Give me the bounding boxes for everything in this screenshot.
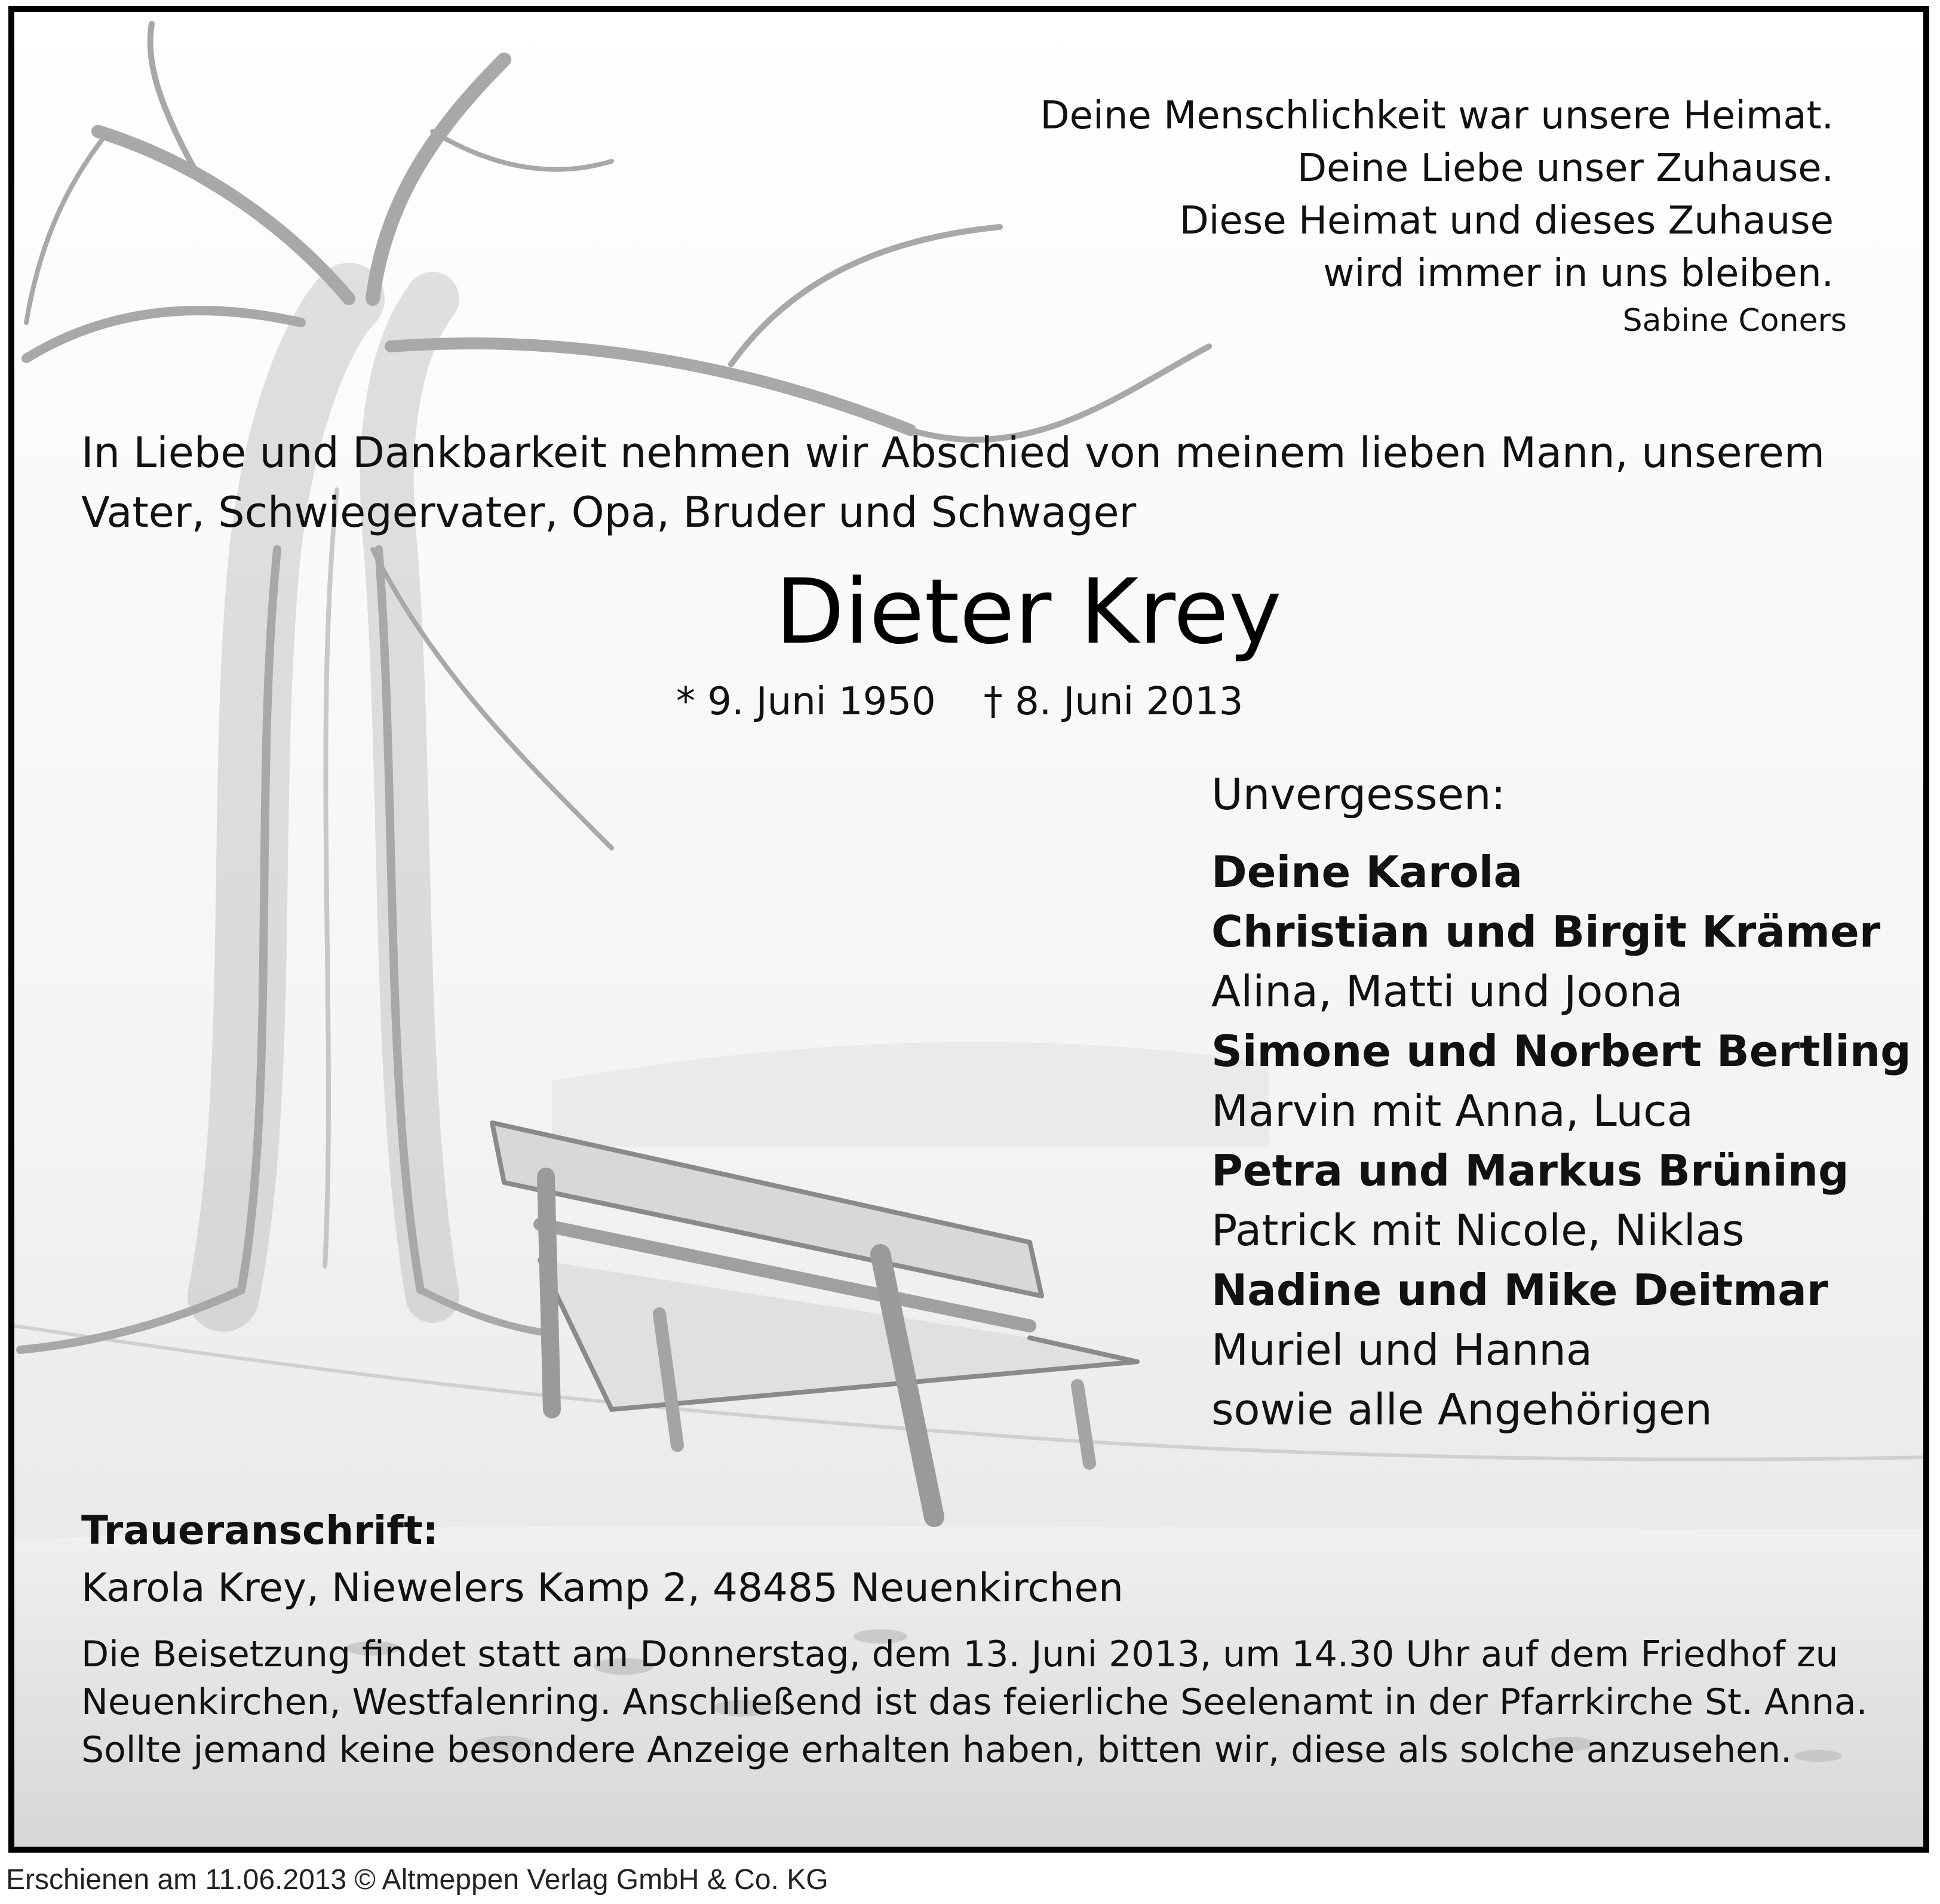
list-item: sowie alle Angehörigen — [1211, 1384, 1712, 1435]
list-item: Nadine und Mike Deitmar — [1211, 1265, 1828, 1315]
quote-line: Diese Heimat und dieses Zuhause — [1179, 199, 1834, 243]
funeral-notice-line: Sollte jemand keine besondere Anzeige erhalten haben, bitten wir, diese als solche anzusehen. — [81, 1729, 1792, 1771]
list-item: Alina, Matti und Joona — [1211, 966, 1683, 1017]
obituary-frame — [8, 6, 1929, 1853]
mourning-address-label: Traueranschrift: — [81, 1507, 438, 1553]
quote-line: wird immer in uns bleiben. — [1323, 251, 1834, 296]
survivors-heading: Unvergessen: — [1211, 769, 1506, 819]
death-date: † 8. Juni 2013 — [983, 680, 1244, 724]
list-item: Muriel und Hanna — [1211, 1325, 1593, 1375]
mourning-address — [81, 1502, 1124, 1617]
survivors-list — [1211, 764, 1911, 1439]
list-item: Simone und Norbert Bertling — [1211, 1026, 1911, 1076]
list-item: Christian und Birgit Krämer — [1211, 907, 1881, 957]
list-item: Petra und Markus Brüning — [1211, 1146, 1849, 1196]
publication-footer: Erschienen am 11.06.2013 © Altmeppen Verlag GmbH & Co. KG — [6, 1864, 828, 1896]
funeral-notice-line: Die Beisetzung findet statt am Donnerstag, dem 13. Juni 2013, um 14.30 Uhr auf dem Friedhof zu — [81, 1633, 1838, 1675]
quote-author: Sabine Coners — [1622, 303, 1847, 339]
farewell-intro: In Liebe und Dankbarkeit nehmen wir Abschied von meinem lieben Mann, unserem Vater, Schwiegervater, Opa, Bruder und Schwager — [81, 428, 1825, 537]
quote-line: Deine Menschlichkeit war unsere Heimat. — [1040, 94, 1834, 138]
list-item: Marvin mit Anna, Luca — [1211, 1086, 1693, 1136]
list-item: Deine Karola — [1211, 847, 1523, 897]
life-dates — [676, 675, 1291, 729]
funeral-notice — [81, 1630, 1873, 1774]
funeral-notice-line: Neuenkirchen, Westfalenring. Anschließend ist das feierliche Seelenamt in der Pfarrkirche St. Anna. — [81, 1681, 1868, 1723]
mourning-address-value: Karola Krey, Niewelers Kamp 2, 48485 Neuenkirchen — [81, 1565, 1124, 1611]
list-item: Patrick mit Nicole, Niklas — [1211, 1205, 1745, 1255]
birth-date: * 9. Juni 1950 — [676, 680, 936, 724]
deceased-name: Dieter Krey — [775, 560, 1282, 664]
memorial-quote — [1040, 90, 1847, 342]
quote-line: Deine Liebe unser Zuhause. — [1297, 146, 1834, 191]
